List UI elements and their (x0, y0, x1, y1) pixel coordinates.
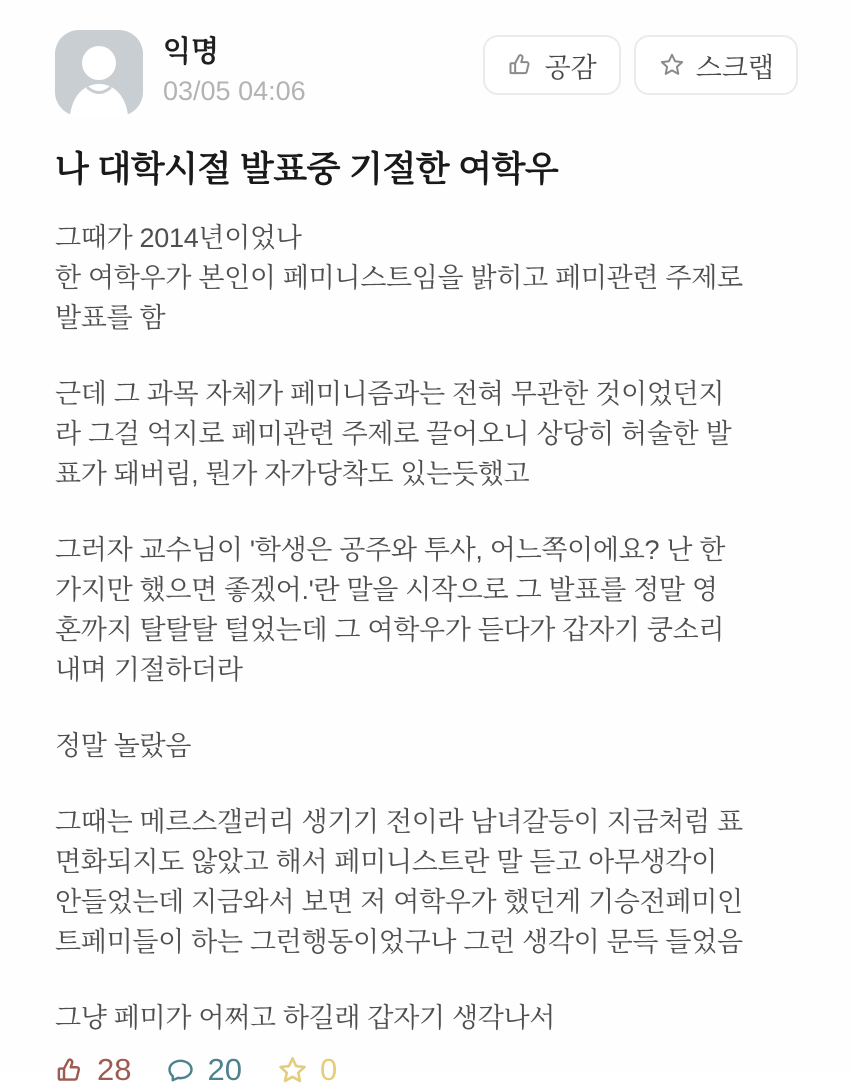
scrap-button[interactable] (634, 35, 798, 95)
paragraph-line: 표가 돼버림, 뭔가 자가당착도 있는듯했고 (55, 459, 530, 489)
post-paragraph (55, 530, 798, 690)
post-paragraph (55, 726, 798, 766)
paragraph-line: 한 여학우가 본인이 페미니스트임을 밝히고 페미관련 주제로 (55, 263, 743, 293)
post-paragraph (55, 998, 798, 1038)
like-button[interactable] (483, 35, 621, 95)
post-body (55, 218, 798, 1038)
post-header (55, 30, 798, 116)
avatar (55, 30, 143, 116)
paragraph-line: 근데 그 과목 자체가 페미니즘과는 전혀 무관한 것이었던지 (55, 379, 725, 409)
paragraph-line: 그때가 2014년이었나 (55, 223, 302, 253)
paragraph-line: 그때는 메르스갤러리 생기기 전이라 남녀갈등이 지금처럼 표 (55, 807, 743, 837)
post-paragraph (55, 802, 798, 962)
timestamp: 03/05 04:06 (163, 76, 306, 107)
paragraph-line: 가지만 했으면 좋겠어.'란 말을 시작으로 그 발표를 정말 영 (55, 575, 718, 605)
comment-icon (165, 1055, 196, 1086)
footer-stats (55, 1052, 798, 1088)
paragraph-line: 트페미들이 하는 그런행동이었구나 그런 생각이 문득 들었음 (55, 927, 743, 957)
star-icon (658, 51, 686, 79)
author-block (163, 30, 483, 107)
thumbs-up-icon (55, 1055, 86, 1086)
username: 익명 (163, 36, 220, 68)
paragraph-line: 그냥 페미가 어쩌고 하길래 갑자기 생각나서 (55, 1003, 556, 1033)
like-count: 28 (97, 1052, 132, 1087)
scrap-button-label: 스크랩 (695, 52, 774, 83)
post-paragraph (55, 218, 798, 338)
comment-count: 20 (207, 1052, 242, 1087)
scrap-count-stat[interactable] (276, 1052, 337, 1088)
paragraph-line: 정말 놀랐음 (55, 731, 192, 761)
paragraph-line: 안들었는데 지금와서 보면 저 여학우가 했던게 기승전페미인 (55, 887, 743, 917)
scrap-count: 0 (319, 1052, 338, 1087)
star-icon (276, 1054, 309, 1087)
paragraph-line: 발표를 함 (55, 303, 166, 333)
comment-count-stat[interactable] (165, 1052, 241, 1088)
header-buttons (483, 30, 798, 95)
paragraph-line: 내며 기절하더라 (55, 655, 243, 685)
post-paragraph (55, 374, 798, 494)
thumbs-up-icon (507, 51, 535, 79)
paragraph-line: 라 그걸 억지로 페미관련 주제로 끌어오니 상당히 허술한 발 (55, 419, 732, 449)
post-title: 나 대학시절 발표중 기절한 여학우 (55, 150, 559, 189)
paragraph-line: 그러자 교수님이 '학생은 공주와 투사, 어느쪽이에요? 난 한 (55, 535, 726, 565)
like-count-stat[interactable] (55, 1052, 131, 1088)
paragraph-line: 혼까지 탈탈탈 털었는데 그 여학우가 듣다가 갑자기 쿵소리 (55, 615, 725, 645)
anonymous-avatar-icon (55, 30, 143, 116)
like-button-label: 공감 (544, 52, 597, 83)
paragraph-line: 면화되지도 않았고 해서 페미니스트란 말 듣고 아무생각이 (55, 847, 717, 877)
